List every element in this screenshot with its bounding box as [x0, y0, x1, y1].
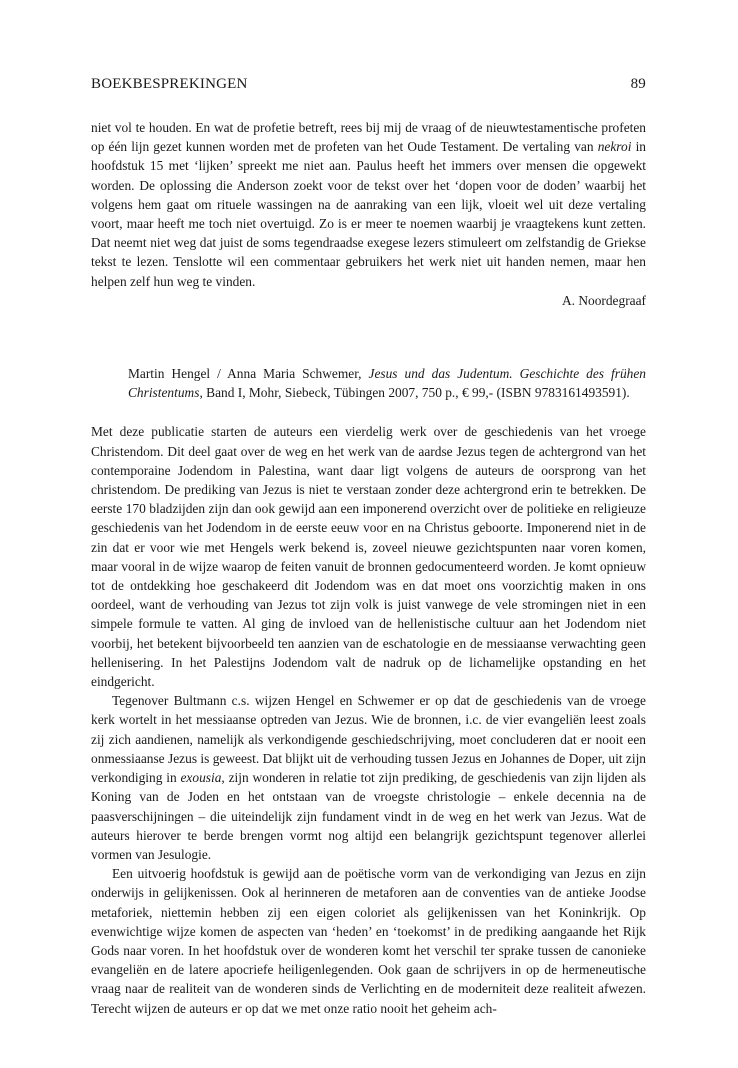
review-paragraph-2: Tegenover Bultmann c.s. wijzen Hengel en Schwemer er op dat de geschiedenis van de vroege kerk wortelt in het messiaanse optreden van Jezus. Wie de bronnen, i.c. de vier evangeliën leest zoals zij zich aandienen, namelijk als verkondigende geschiedschrijving, moet concluderen dat er nooit een onmessiaanse Jezus is geweest. Dat blijkt uit de verhouding tussen Jezus en Johannes de Doper, uit zijn verkondiging in exousia, zijn wonderen in relatie tot zijn prediking, de geschiedenis van zijn lijden als Koning van de Joden en het ontstaan van de vroegste christologie – enkele decennia na de paasverschijningen – die uiteindelijk zijn fundament vindt in de weg en het werk van Jezus. Wat de auteurs hierover te berde brengen vormt nog altijd een belangrijk gezichtspunt tegenover allerlei vormen van Jesulogie.	[91, 693, 646, 862]
review-paragraph-1: Met deze publicatie starten de auteurs een vierdelig werk over de geschiedenis van het vroege Christendom. Dit deel gaat over de weg en het werk van de aardse Jezus tegen de achtergrond van het contemporaine Jodendom in Palestina, want daar ligt volgens de auteurs de oorsprong van het christendom. De prediking van Jezus is niet te verstaan zonder deze achtergrond erin te betrekken. De eerste 170 bladzijden zijn dan ook gewijd aan een imponerend overzicht over de politieke en religieuze geschiedenis van het Jodendom in de eerste eeuw voor en na Christus geboorte. Imponerend niet in de zin dat er voor wie met Hengels werk bekend is, zoveel nieuwe gezichtspunten naar voren komen, maar vooral in de wijze waarop de feiten vanuit de bronnen gedocumenteerd worden. Je komt opnieuw tot de ontdekking hoe geschakeerd dit Jodendom was en dat moet ons voorzichtig maken in ons oordeel, want de verhouding van Jezus tot zijn volk is juist vanwege de vele stromingen niet in een simpele formule te vatten. Al ging de invloed van de hellenistische cultuur aan het Jodendom niet voorbij, het betekent bijvoorbeeld ten aanzien van de eschatologie en de messiaanse verwachting geen hellenisering. In het Palestijns Jodendom valt de nadruk op de lichamelijke opstanding en het eindgericht.	[91, 424, 646, 690]
previous-review-text	[91, 118, 646, 291]
term-exousia: exousia	[180, 770, 222, 786]
review-paragraph-3: Een uitvoerig hoofdstuk is gewijd aan de poëtische vorm van de verkondiging van Jezus en zijn onderwijs in gelijkenissen. Ook al herinneren de metaforen aan de conventies van de antieke Joodse metaforiek, niettemin hebben zij een eigen coloriet als gelijkenissen van het Koninkrijk. Op evenwichtige wijze komen de aspecten van ‘heden’ en ‘toekomst’ in de prediking aangaande het Rijk Gods naar voren. In het hoofdstuk over de wonderen komt het verschil ter sprake tussen de canonieke evangeliën en de latere apocriefe heiligenlegenden. Ook gaan de schrijvers in op de hermeneutische vraag naar de realiteit van de wonderen sinds de Verlichting en de moderniteit deze realiteit afwezen. Terecht wijzen de auteurs er op dat we met onze ratio nooit het geheim ach-	[91, 866, 646, 1016]
running-head	[91, 76, 646, 98]
book-reference	[91, 364, 646, 402]
page-number: 89	[630, 76, 646, 92]
section-title: BOEKBESPREKINGEN	[91, 76, 248, 92]
page	[91, 76, 646, 1018]
term-nekroi: nekroi	[597, 139, 632, 155]
book-details: , Band I, Mohr, Siebeck, Tübingen 2007, 750 p., € 99,- (ISBN 9783161493591).	[199, 385, 630, 401]
previous-review-paragraph: niet vol te houden. En wat de profetie betreft, rees bij mij de vraag of de nieuwtestamentische profeten op één lijn gezet kunnen worden met de profeten van het Oude Testament. De vertaling van nekroi in hoofdstuk 15 met ‘lijken’ spreekt me niet aan. Paulus heeft het immers over mensen die opgewekt worden. De oplossing die Anderson zoekt voor de tekst over het ‘dopen voor de doden’ waarbij het volgens hem gaat om rituele wassingen na de aanraking van een lijk, vloeit wel uit deze vertaling voort, maar heeft me toch niet overtuigd. Zo is er meer te noemen waarbij je vraagtekens kunt zetten. Dat neemt niet weg dat juist de soms tegendraadse exegese lezers stimuleert om zelfstandig de Griekse tekst te lezen. Tenslotte wil een commentaar gebruikers het werk niet uit handen nemen, maar hen helpen zelf hun weg te vinden.	[91, 120, 646, 289]
review-text	[91, 422, 646, 1017]
book-authors: Martin Hengel / Anna Maria Schwemer,	[128, 366, 369, 382]
reviewer-signature: A. Noordegraaf	[561, 292, 646, 308]
book-title: Jesus und das Judentum. Geschichte des frühen Christentums	[128, 366, 646, 401]
